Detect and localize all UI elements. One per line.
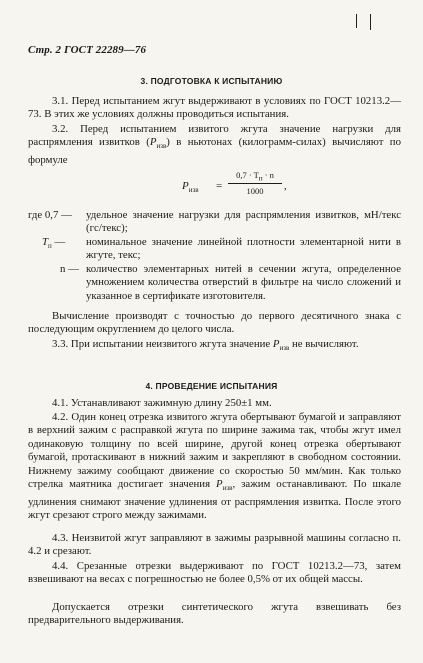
text-run: 3.2. Перед испытанием извитого жгута значение нагрузки для распрямления извитков ( xyxy=(28,123,401,149)
fraction-bar xyxy=(228,183,282,184)
formula-num-text: 0,7 · T xyxy=(236,170,259,180)
definition-term: n — xyxy=(60,263,79,275)
paragraph-calculation: Вычисление производят с точностью до первого десятичного знака с последующим округлением до целого числа. xyxy=(28,310,401,336)
definition-density xyxy=(28,236,401,264)
paragraph-4-3: 4.3. Неизвитой жгут заправляют в зажимы разрывной машины согласно п. 4.2 и срезают. xyxy=(28,532,401,558)
paragraph-4-1: 4.1. Устанавливают зажимную длину 250±1 мм. xyxy=(52,397,272,409)
formula-num-end: · n xyxy=(262,170,274,180)
definition-coefficient xyxy=(28,209,401,237)
paragraph-4-5: Допускается отрезки синтетического жгута взвешивать без предварительного выдерживания. xyxy=(28,601,401,627)
formula-comma: , xyxy=(284,180,287,192)
section-3-title: 3. ПОДГОТОВКА К ИСПЫТАНИЮ xyxy=(140,76,283,86)
text-run: не вычисляют. xyxy=(289,338,359,350)
subscript: п xyxy=(48,242,52,251)
subscript: изв xyxy=(156,142,167,151)
formula-num-sub: п xyxy=(258,174,263,183)
formula-lhs xyxy=(182,180,199,194)
symbol-p: P xyxy=(272,338,280,350)
margin-mark xyxy=(370,14,371,30)
text-run: , зажим останавливают. По шкале удлинения снимают значение удлинения от распрямления извитка. После этого жгут срезают строго между зажимами. xyxy=(28,478,401,521)
margin-marks xyxy=(354,14,374,30)
definition-text: номинальное значение линейной плотности элементарной нити в жгуте, текс; xyxy=(86,236,401,262)
symbol-p: P xyxy=(216,478,223,491)
definition-dash: — xyxy=(51,236,66,248)
margin-mark xyxy=(356,14,357,28)
definition-term: где 0,7 — xyxy=(28,209,72,221)
text-run: ) в ньютонах (килограмм-силах) вычисляют по формуле xyxy=(28,136,401,166)
definition-text: удельное значение нагрузки для распрямления извитков, мН/текс (гс/текс); xyxy=(86,209,401,235)
formula-denominator: 1000 xyxy=(246,186,264,196)
subscript: изв xyxy=(279,344,290,353)
paragraph-3-3 xyxy=(28,338,401,356)
paragraph-3-1: 3.1. Перед испытанием жгут выдерживают в условиях по ГОСТ 10213.2—73. В этих же условиях должны проводиться испытания. xyxy=(28,95,401,121)
formula-numerator xyxy=(228,170,282,183)
formula-symbol: P xyxy=(182,180,189,192)
definition-count xyxy=(28,263,401,305)
subscript: изв xyxy=(222,484,233,493)
symbol-p: P xyxy=(149,136,157,149)
definition-text: количество элементарных нитей в сечении жгута, определенное умножением количества отверстий в фильтре на число сложений и указанное в сертификате изготовителя. xyxy=(86,263,401,302)
paragraph-4-4: 4.4. Срезанные отрезки выдерживают по ГОСТ 10213.2—73, затем взвешивают на весах с погрешностью не более 0,5% от их общей массы. xyxy=(28,560,401,586)
text-run: 3.3. При испытании неизвитого жгута значение xyxy=(52,338,273,350)
section-4-title: 4. ПРОВЕДЕНИЕ ИСПЫТАНИЯ xyxy=(145,381,278,391)
formula xyxy=(182,170,312,204)
page-header: Стр. 2 ГОСТ 22289—76 xyxy=(28,44,147,56)
paragraph-3-2 xyxy=(28,123,401,167)
formula-subscript: изв xyxy=(188,186,199,195)
formula-equals: = xyxy=(216,180,223,192)
paragraph-4-2 xyxy=(28,411,401,522)
text-run: 4.2. Один конец отрезка извитого жгута обертывают бумагой и заправляют в верхний зажим с расправкой жгута по ширине зажима так, чтобы жгут имел одинаковую толщину по всей ширине, другой конец отрезка обертывают бумагой, протаскивают в нижний зажим и закрепляют в свободном состоянии. Нижнему зажиму сообщают движение со скоростью 50 мм/мин. Как только стрелка маятника достигает значения xyxy=(28,411,401,491)
symbol-t: T xyxy=(42,236,49,248)
